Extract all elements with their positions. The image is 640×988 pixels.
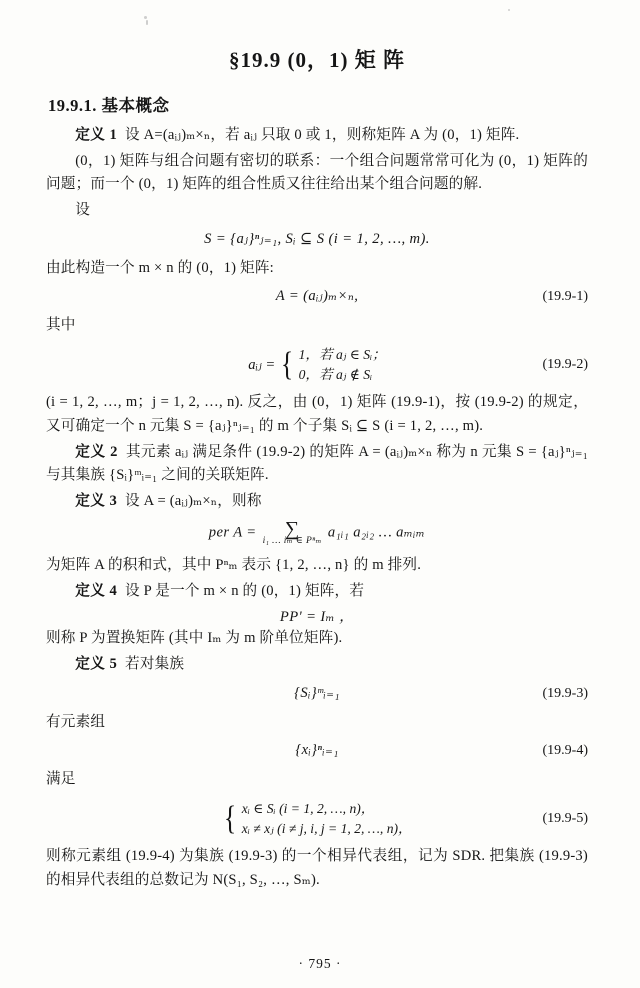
scan-speck: [146, 20, 148, 25]
equation-19-9-3-number: (19.9-3): [542, 685, 588, 701]
equation-19-9-5-number: (19.9-5): [542, 810, 588, 826]
equation-19-9-4-number: (19.9-4): [542, 743, 588, 759]
scan-speck: [508, 9, 510, 11]
equation-19-9-2-number: (19.9-2): [542, 356, 588, 372]
equation-19-9-5: [46, 799, 588, 838]
equation-19-9-4: [46, 741, 588, 761]
definition-2-text: 其元素 aᵢⱼ 满足条件 (19.9-2) 的矩阵 A = (aᵢⱼ)ₘ×ₙ 称为 n 元集 S = {aⱼ}ⁿⱼ₌₁ 与其集族 {Sᵢ}ᵐᵢ₌₁ 之间的关联矩阵.: [46, 443, 588, 484]
definition-1-label: 定义 1: [75, 127, 118, 143]
paragraph-qizhong: 其中: [46, 317, 76, 334]
definition-2-label: 定义 2: [75, 443, 118, 460]
definition-3-text: 设 A = (aᵢⱼ)ₘ×ₙ，则称: [125, 492, 262, 509]
paragraph-permutation-matrix: 则称 P 为置换矩阵 (其中 Iₘ 为 m 阶单位矩阵).: [46, 630, 343, 647]
definition-4-text: 设 P 是一个 m × n 的 (0，1) 矩阵，若: [125, 582, 365, 599]
paragraph-index-range: (i = 1, 2, …, m；j = 1, 2, …, n). 反之，由 (0，1) 矩阵 (19.9-1)，按 (19.9-2) 的规定，又可确定一个 n 元集 S = {aⱼ}ⁿⱼ₌₁ 的 m 个子集 Sᵢ ⊆ S (i = 1, 2, …, m).: [46, 394, 588, 434]
definition-4-label: 定义 4: [75, 582, 118, 599]
definition-5-text: 若对集族: [125, 655, 185, 672]
equation-19-9-1-body: A = (aᵢⱼ)ₘ×ₙ,: [275, 288, 359, 305]
equation-19-9-3-body: {Sᵢ}ᵐᵢ₌₁: [294, 684, 340, 701]
left-brace: {: [224, 799, 237, 837]
equation-set-body: S = {aⱼ}ⁿⱼ₌₁, Sᵢ ⊆ S (i = 1, 2, …, m).: [204, 230, 430, 247]
equation-19-9-2-cases: [299, 345, 386, 384]
equation-set-definition: [46, 230, 588, 250]
equation-permanent-rhs: a₁ᵢ₁ a₂ᵢ₂ … aₘᵢₘ: [327, 525, 426, 542]
equation-19-9-5-body: [222, 799, 411, 838]
paragraph-definition-5: [46, 653, 588, 677]
paragraph-definition-1: [46, 124, 588, 148]
equation-permanent-lhs: per A =: [208, 525, 257, 542]
page-title: §19.9 (0，1) 矩 阵: [229, 48, 405, 72]
equation-pp-transpose-body: PP' = Iₘ ，: [279, 609, 355, 626]
paragraph-sdr: 则称元素组 (19.9-4) 为集族 (19.9-3) 的一个相异代表组，记为 SDR. 把集族 (19.9-3) 的相异代表组的总数记为 N(S₁, S₂, …, Sₘ).: [46, 848, 588, 888]
equation-permanent-body: [209, 520, 425, 547]
section-heading: 19.9.1. 基本概念: [48, 96, 170, 115]
paragraph-definition-2: [46, 441, 588, 488]
sigma-glyph: ∑: [284, 518, 300, 541]
equation-permanent: [46, 520, 588, 547]
equation-pp-transpose: [46, 605, 588, 626]
equation-19-9-1-number: (19.9-1): [542, 289, 588, 305]
equation-19-9-2-case-2: 0，若 aⱼ ∉ Sᵢ: [298, 366, 373, 382]
page-number: · 795 ·: [298, 956, 342, 971]
definition-5-label: 定义 5: [75, 655, 118, 672]
equation-19-9-5-case-2: xᵢ ≠ xⱼ (i ≠ j, i, j = 1, 2, …, n)，: [241, 820, 412, 836]
equation-19-9-2-case-1: 1，若 aⱼ ∈ Sᵢ；: [298, 346, 386, 362]
equation-19-9-2: [46, 345, 588, 384]
equation-19-9-5-case-1: xᵢ ∈ Sᵢ (i = 1, 2, …, n)，: [241, 800, 375, 816]
equation-19-9-4-body: {xᵢ}ⁿᵢ₌₁: [295, 742, 339, 759]
paragraph-definition-3: [46, 490, 588, 514]
summation-index: i₁ … iₘ ∈ Pⁿₘ: [262, 536, 322, 547]
summation-icon: [263, 520, 322, 547]
paragraph-she: 设: [75, 201, 90, 218]
left-brace: {: [281, 345, 294, 383]
paragraph-definition-4: [46, 580, 588, 604]
equation-19-9-2-lhs: aᵢⱼ =: [248, 356, 276, 373]
paragraph-satisfy: 满足: [46, 771, 76, 788]
paragraph-has-elements: 有元素组: [46, 713, 106, 730]
paragraph-intro: (0，1) 矩阵与组合问题有密切的联系：一个组合问题常常可化为 (0，1) 矩阵的问题；而一个 (0，1) 矩阵的组合性质又往往给出某个组合问题的解.: [46, 152, 588, 193]
equation-19-9-3: [46, 684, 588, 704]
paragraph-permanent-note: 为矩阵 A 的积和式，其中 Pⁿₘ 表示 {1, 2, …, n} 的 m 排列.: [46, 556, 422, 573]
equation-19-9-5-cases: [242, 799, 412, 838]
definition-3-label: 定义 3: [75, 492, 118, 509]
paragraph-construct: 由此构造一个 m × n 的 (0，1) 矩阵:: [46, 259, 274, 276]
equation-19-9-2-body: [248, 345, 385, 384]
scan-speck: [144, 16, 147, 19]
equation-19-9-1: [46, 287, 588, 307]
definition-1-text: 设 A=(aᵢⱼ)ₘ×ₙ，若 aᵢⱼ 只取 0 或 1，则称矩阵 A 为 (0，1) 矩阵.: [125, 127, 520, 143]
